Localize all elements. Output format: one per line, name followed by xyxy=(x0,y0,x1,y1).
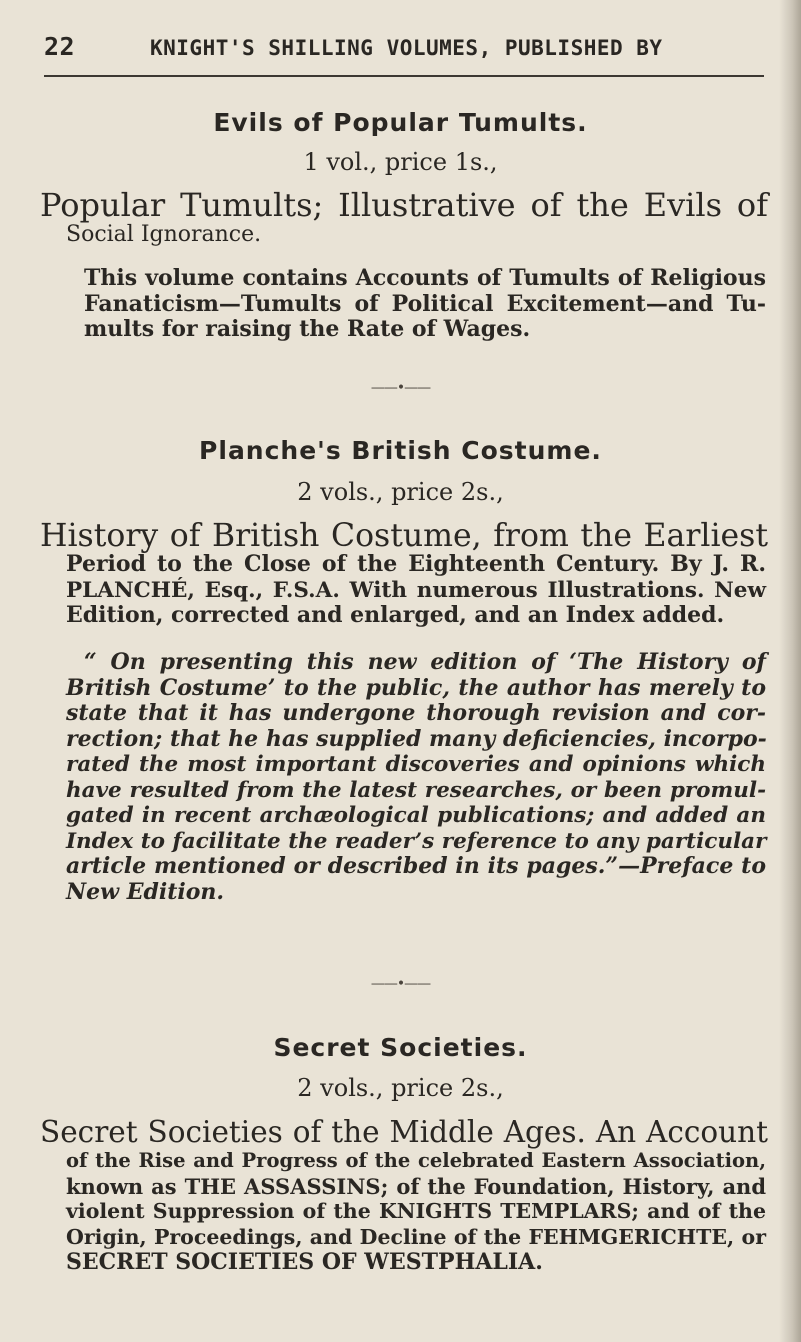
entry-body xyxy=(84,266,766,343)
body-line: British Costume’ to the public, the author has merely to xyxy=(66,674,766,701)
entry-price: 1 vol., price 1s., xyxy=(303,148,498,176)
entry-lead-line: History of British Costume, from the Earliest xyxy=(40,518,768,554)
detail-line: violent Suppression of the KNIGHTS TEMPLARS; and of the xyxy=(66,1199,766,1223)
header-rule xyxy=(44,75,764,77)
detail-line: SECRET SOCIETIES OF WESTPHALIA. xyxy=(66,1249,543,1275)
body-line: have resulted from the latest researches, or been promul- xyxy=(66,777,766,803)
detail-line: PLANCHÉ, Esq., F.S.A. With numerous Illustrations. New xyxy=(66,577,766,603)
detail-line: Social Ignorance. xyxy=(66,222,262,247)
entry-detail xyxy=(66,552,766,629)
entry-lead-line: Secret Societies of the Middle Ages. An Account xyxy=(40,1115,768,1149)
page-number: 22 xyxy=(44,32,76,61)
detail-line: Period to the Close of the Eighteenth Century. By J. R. xyxy=(66,551,766,577)
body-line: Index to facilitate the reader’s reference to any particular xyxy=(66,828,767,854)
body-line: “ On presenting this new edition of ‘The History of xyxy=(84,649,766,675)
body-line: rated the most important discoveries and opinions which xyxy=(66,752,766,777)
body-line: mults for raising the Rate of Wages. xyxy=(84,316,531,342)
body-line: article mentioned or described in its pages.”—Preface to xyxy=(66,853,766,879)
entry-price: 2 vols., price 2s., xyxy=(297,1074,504,1102)
entry-body xyxy=(66,650,766,905)
page-edge-shadow xyxy=(779,0,801,1342)
entry-heading: Evils of Popular Tumults. xyxy=(213,108,588,137)
body-line: gated in recent archæological publications; and added an xyxy=(66,803,766,828)
running-title: KNIGHT'S SHILLING VOLUMES, PUBLISHED BY xyxy=(150,36,663,60)
detail-line: of the Rise and Progress of the celebrated Eastern Association, xyxy=(66,1149,766,1172)
entry-lead-line: Popular Tumults; Illustrative of the Evils of xyxy=(40,186,768,224)
running-head xyxy=(44,28,744,68)
body-line: This volume contains Accounts of Tumults of Religious xyxy=(84,265,766,291)
section-ornament: ——•—— xyxy=(370,380,431,396)
entry-price: 2 vols., price 2s., xyxy=(297,478,504,506)
entry-heading: Planche's British Costume. xyxy=(199,436,602,465)
entry-heading: Secret Societies. xyxy=(273,1033,528,1062)
section-ornament: ——•—— xyxy=(370,976,431,992)
entry-detail xyxy=(66,222,766,248)
entry-detail xyxy=(66,1148,766,1276)
detail-line: known as THE ASSASSINS; of the Foundation, History, and xyxy=(66,1173,766,1199)
body-line: state that it has undergone thorough revision and cor- xyxy=(66,700,766,726)
body-line: rection; that he has supplied many deficiencies, incorpo- xyxy=(66,725,767,752)
body-line: New Edition. xyxy=(66,878,225,905)
detail-line: Edition, corrected and enlarged, and an Index added. xyxy=(66,602,725,628)
detail-line: Origin, Proceedings, and Decline of the FEHMGERICHTE, or xyxy=(66,1224,766,1249)
body-line: Fanaticism—Tumults of Political Excitement—and Tu- xyxy=(84,290,766,317)
